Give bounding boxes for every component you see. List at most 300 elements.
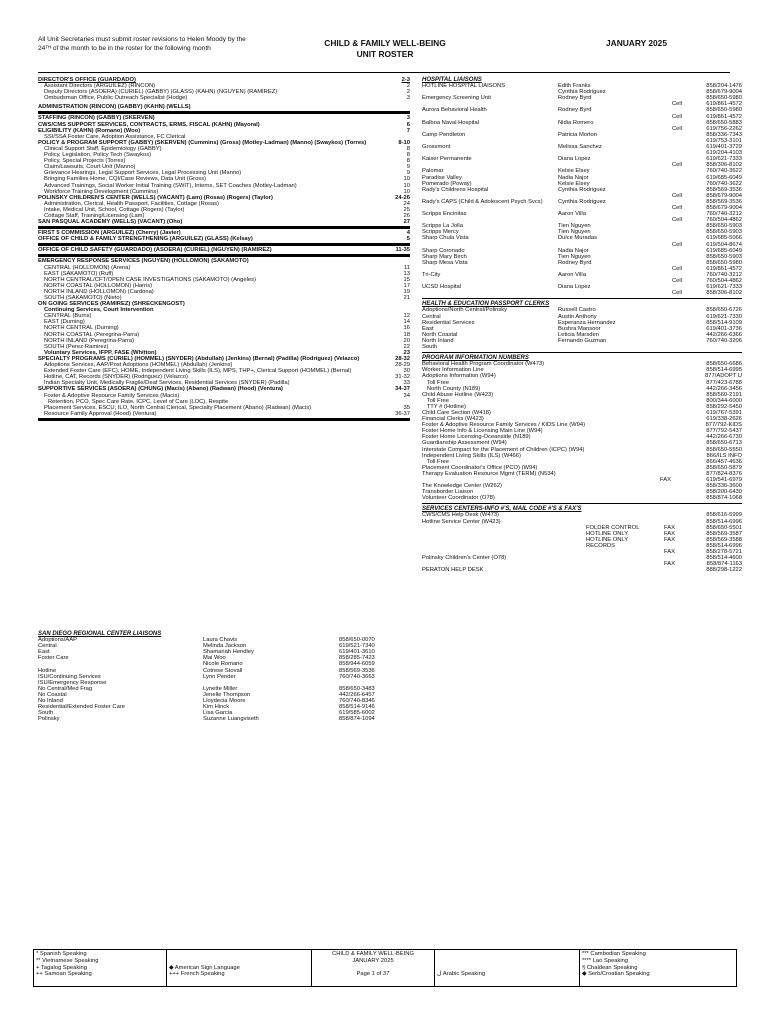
program-name: Therapy Evaluation Resource Mgmt (TERM) (N534): [422, 470, 556, 477]
service-phone: 858/616-5999: [706, 512, 742, 519]
regional-name: Mai Woo: [203, 655, 226, 662]
contact-location: Balboa Naval Hospital: [422, 119, 480, 126]
program-name: TTY # (Hotline): [422, 403, 466, 410]
program-info-title: PROGRAM INFORMATION NUMBERS: [422, 355, 529, 362]
hospital-title: HOSPITAL LIAISONS: [422, 77, 482, 83]
contact-phone: 858/650-5903: [706, 253, 742, 260]
regional-area: ISU/Continuing Services: [38, 673, 101, 680]
service-type: FAX: [664, 524, 675, 531]
legend-item: + Tagalog Speaking: [36, 964, 87, 971]
regional-name: Kim Hinck: [203, 704, 230, 711]
page-ref: 10: [403, 188, 410, 195]
unit-name: NORTH COASTAL (HOLLOMON) (Harris): [44, 282, 153, 289]
contact-row: [422, 344, 742, 350]
contact-phone: 619/861-4572: [706, 113, 742, 120]
service-sub: RECORDS: [586, 542, 615, 549]
unit-name: STAFFING (RINCON) (GABBY) (SKERVEN): [38, 115, 155, 122]
contact-phone: 619/621-7330: [706, 313, 742, 320]
page-ref: 34-37: [395, 386, 410, 393]
contact-name: Tien Nguyen: [558, 253, 591, 260]
program-phone: 877/792-KIDS: [705, 422, 742, 429]
legend-item: +++ French Speaking: [169, 971, 225, 978]
unit-name: SOUTH (SAKAMOTO) (Nieto): [44, 295, 122, 301]
unit-name: CWS/CMS SUPPORT SERVICES, CONTRACTS, ERMS, FISCAL (KAHN) (Mayoral): [38, 121, 260, 128]
regional-phone: 442/266-6457: [339, 691, 375, 698]
contact-phone: 858/650-5903: [706, 223, 742, 230]
program-name: North County (N189): [422, 385, 481, 392]
contact-phone: 858/306-8102: [706, 162, 742, 169]
program-name: Guardianship Assessment (W94): [422, 440, 507, 447]
footer-title: CHILD & FAMILY WELL-BEING: [332, 951, 414, 957]
unit-name: SAN PASQUAL ACADEMY (WELLS) (VACANT) (Oho): [38, 219, 183, 226]
regional-name: Lynn Pender: [203, 673, 236, 680]
program-phone: 619/338-2626: [706, 416, 742, 423]
regional-phone: 858/569-3536: [339, 667, 375, 674]
service-phone: 888/298-1222: [706, 567, 742, 574]
contact-name: Rodney Byrd: [558, 259, 592, 266]
unit-name: SOUTH (Perez-Ramirez): [44, 343, 109, 350]
unit-name: SUPPORTIVE SERVICES (ASOERA) (CHUNG) (Macis) (Abano) (Radwan) (Hood) (Ventura): [38, 386, 283, 393]
page-ref: 8-10: [398, 139, 410, 146]
contact-phone: 858/306-8102: [706, 290, 742, 297]
program-name: Behavioral Health Program Coordinator (W473): [422, 361, 545, 368]
contact-phone: 619/685-5066: [706, 235, 742, 242]
contact-location: HOTLINE HOSPITAL LIAISONS: [422, 83, 506, 90]
unit-name: Policy, Legislation, Policy Tech (Swaykos): [44, 152, 152, 159]
regional-name: Melinda Jackson: [203, 643, 247, 650]
program-phone: 858/336-3600: [706, 483, 742, 490]
page-ref: 9: [406, 170, 410, 177]
page-ref: 7: [406, 127, 410, 134]
unit-name: Assistant Directors (ARGUILEZ) (RINCON): [44, 83, 156, 90]
contact-location: Palomar: [422, 168, 444, 175]
contact-name: Nadia Najor: [558, 174, 589, 181]
contact-phone: 760/740-3212: [706, 272, 742, 278]
service-centers-title: SERVICES CENTERS-INFO #'S, MAIL CODE #'S & FAX'S: [422, 506, 582, 513]
service-type: FAX: [664, 536, 675, 543]
unit-name: ELIGIBILITY (KAHN) (Romano) (Woo): [38, 127, 141, 134]
contact-name: Edith Franks: [558, 83, 591, 90]
section-rule: [38, 243, 410, 246]
contact-phone: 619/861-4572: [706, 265, 742, 272]
contact-name: [558, 290, 662, 296]
regional-area: Polinsky: [38, 716, 60, 723]
contact-location: Sharp Coronado: [422, 247, 465, 254]
regional-area: Adoptions/AAP: [38, 637, 77, 644]
unit-name: NORTH CENTRAL (Durning): [44, 325, 119, 332]
page-ref: 23: [403, 349, 410, 356]
program-phone: 858/292-5450: [706, 403, 742, 410]
contact-location: Residential Services: [422, 319, 475, 326]
contact-location: Sharp Mary Birch: [422, 253, 467, 260]
program-phone: 619/767-5391: [706, 409, 742, 416]
contact-name: Aaron Villa: [558, 211, 586, 218]
health-ed-title: HEALTH & EDUCATION PASSPORT CLERKS: [422, 301, 550, 308]
contact-phone: 858/650-6726: [706, 307, 742, 314]
regional-name: Shamariah Hendley: [203, 649, 254, 656]
contact-phone: 858/650-5883: [706, 119, 742, 126]
program-name: Transborder Liaison: [422, 489, 474, 496]
program-type: [660, 495, 682, 501]
page-ref: 19: [403, 288, 410, 295]
page-ref: 31-32: [395, 374, 410, 381]
unit-name: ADMINISTRATION (RINCON) (GABBY) (KAHN) (WELLS): [38, 104, 191, 111]
section-rule: [38, 254, 410, 257]
page-ref: 30: [403, 368, 410, 375]
hospital-liaisons: [422, 77, 742, 296]
unit-name: Cottage Staff, Training/Licensing (Lam): [44, 212, 145, 219]
regional-phone: 858/285-7423: [339, 655, 375, 662]
service-phone: 858/514-6996: [706, 518, 742, 525]
contact-name: Russell Castro: [558, 307, 596, 314]
program-phone: 858/650-5550: [706, 446, 742, 453]
contact-phone: 858/569-3536: [706, 198, 742, 205]
page-ref: 17: [403, 282, 410, 289]
regional-phone: 760/740-8346: [339, 698, 375, 705]
contact-phone: 619/401-3736: [706, 325, 742, 332]
contact-phone: 619/621-7333: [706, 284, 742, 291]
legend-item: ◆ Serb/Croatian Speaking: [582, 971, 650, 978]
unit-name: ON GOING SERVICES (RAMIREZ) (SHRECKENGOST): [38, 301, 185, 308]
contact-location: [422, 290, 558, 296]
contact-phone: 858/679-9004: [706, 192, 742, 199]
contact-phone: 619/621-7333: [706, 156, 742, 163]
program-name: Worker Information Line: [422, 367, 484, 374]
page-ref: 24: [403, 200, 410, 207]
page-ref: 28-32: [395, 355, 410, 362]
unit-name: Advanced Trainings, Social Worker Initial Training (SWIT), Interns, SET Coaches (Motley-Ladman): [44, 182, 297, 189]
regional-area: Central: [38, 643, 57, 650]
contact-phone: 760/740-3212: [706, 211, 742, 218]
page-ref: 14: [403, 319, 410, 326]
unit-name: Claim/Lawsuits, Court Unit (Manno): [44, 164, 136, 171]
program-name: Foster Home Licensing-Oceanside (N189): [422, 434, 531, 441]
contact-name: Diana Lopez: [558, 284, 591, 291]
contact-phone: 858/336-7343: [706, 131, 742, 138]
unit-name: EAST (SAKAMOTO) (Ruff): [44, 270, 114, 277]
contact-type: [662, 344, 682, 350]
page-ref: 13: [403, 270, 410, 277]
regional-rows: [38, 637, 410, 722]
contact-name: Esperanza Hernandez: [558, 319, 616, 326]
program-name: Foster & Adoptive Resource Family Services / KIDS Line (W94): [422, 422, 586, 429]
page-ref: 34: [403, 392, 410, 399]
program-name: Financial Clerks (W423): [422, 416, 484, 423]
unit-name: NORTH COASTAL (Peregrina-Parra): [44, 331, 140, 338]
contact-location: Sharp Chula Vista: [422, 235, 469, 242]
legend-item: ** Vietnamese Speaking: [36, 957, 99, 964]
roster-date: JANUARY 2025: [606, 38, 667, 48]
page-ref: [386, 104, 410, 110]
unit-name: POLICY & PROGRAM SUPPORT (GABBY) (SKERVEN) (Cummins) (Gross) (Motley-Ladman) (Manno) (Swaykos) (Torres): [38, 139, 367, 146]
service-centers: [422, 503, 742, 573]
contact-name: Aaron Villa: [558, 272, 586, 278]
contact-location: Rady's CAPS (Child & Adolescent Psych Svcs): [422, 198, 543, 205]
program-phone: 877/824-8376: [706, 470, 742, 477]
program-phone: 858/650-6686: [706, 361, 742, 368]
unit-name: EMERGENCY RESPONSE SERVICES (NGUYEN) (HOLLOMON) (SAKAMOTO): [38, 258, 249, 265]
page-ref: 33: [403, 380, 410, 387]
service-phone: 858/569-3587: [706, 530, 742, 537]
unit-name: Grievance Hearings, Legal Support Services, Legal Processing Unit (Manno): [44, 170, 242, 177]
page-ref: 11-35: [395, 247, 410, 254]
service-type: FAX: [664, 549, 675, 556]
program-phone: 858/200-6430: [706, 489, 742, 496]
page-ref: 6: [406, 121, 410, 128]
contact-location: Kaiser Permanente: [422, 156, 472, 163]
legend-item: *** Cambodian Speaking: [582, 951, 646, 957]
program-phone: 866/ILS INFO: [706, 452, 742, 459]
title-line-2: UNIT ROSTER: [356, 49, 414, 59]
contact-phone: 619/204-4103: [706, 150, 742, 157]
contact-type: Cell: [672, 125, 682, 132]
regional-area: Hotline: [38, 667, 57, 674]
page-ref: 4: [406, 230, 410, 237]
regional-name: Lynette Miller: [203, 685, 238, 692]
page-ref: 3: [406, 115, 410, 122]
contact-phone: 858/679-9004: [706, 89, 742, 96]
contact-phone: 619/861-4572: [706, 101, 742, 108]
service-phone: 858/569-3588: [706, 536, 742, 543]
program-phone: 858/650-5879: [706, 464, 742, 471]
page-ref: 11: [403, 264, 410, 271]
unit-name: NORTH INLAND (Peregrina-Parra): [44, 337, 135, 344]
service-sub: [586, 567, 664, 573]
contact-location: Tri-City: [422, 272, 441, 278]
contact-phone: 858/514-9109: [706, 319, 742, 326]
contact-type: Cell: [672, 101, 682, 108]
contact-phone: 858/650-5980: [706, 107, 742, 114]
unit-name: Hotline, CAT, Records (SNYDER) (Rodriguez) (Velazco): [44, 374, 188, 381]
program-phone: 877/423-6788: [706, 379, 742, 386]
contact-type: Cell: [672, 290, 682, 297]
unit-name: Indian Specialty Unit, Medically Fragile/Deaf Services, Residential Services (SNYDER) (Padilla): [44, 380, 290, 387]
health-ed-rows: [422, 307, 742, 350]
regional-phone: 760/740-3663: [339, 673, 375, 680]
program-name: Volunteer Coordinator (O78): [422, 495, 495, 502]
program-phone: 858/514-6995: [706, 367, 742, 374]
unit-name: CENTRAL (HOLLOMON) (Arena): [44, 264, 131, 271]
regional-name: Laura Chavis: [203, 637, 238, 644]
legend-item: § Chaldean Speaking: [582, 964, 638, 971]
regional-phone: 858/874-1094: [339, 716, 375, 723]
contact-name: Patricia Morton: [558, 131, 597, 138]
contact-name: [558, 344, 662, 350]
unit-name: Ombudsman Office, Public Outreach Specialist (Hodge): [44, 95, 188, 102]
program-phone: 619/541-6979: [706, 477, 742, 483]
program-name: Interstate Compact for the Placement of Children (ICPC) (W94): [422, 446, 585, 453]
page-ref: 15: [403, 276, 410, 283]
program-phone: 858/650-6713: [706, 440, 742, 447]
contact-phone: 619/756-2262: [706, 125, 742, 132]
program-name: Placement Coordinator's Office (PCO) (W94): [422, 464, 538, 471]
contact-name: Tien Nguyen: [558, 229, 591, 236]
contact-type: Cell: [672, 241, 682, 248]
unit-name: Continuing Services, Court Intervention: [44, 307, 154, 314]
contact-phone: 760/740-3622: [706, 180, 742, 187]
service-name: Hotline Service Center (W423): [422, 518, 501, 525]
page-ref: 20: [403, 337, 410, 344]
contact-phone: 442/266-6366: [706, 331, 742, 338]
contact-name: Kelsie Elsey: [558, 168, 590, 175]
service-phone: 858/650-5501: [706, 524, 742, 531]
legend-item: [437, 958, 577, 965]
language-legend-footer: [33, 949, 737, 987]
legend-col-2: [167, 950, 312, 986]
contact-location: North Inland: [422, 337, 454, 344]
regional-name: Nicole Romano: [203, 661, 243, 668]
page-ref: 10: [403, 182, 410, 189]
unit-name: Bringing Families Home, CQI/Case Reviews, Data Unit (Gross): [44, 176, 207, 183]
contact-name: Tien Nguyen: [558, 223, 591, 230]
contact-location: Emergency Screening Unit: [422, 95, 491, 102]
regional-area: No Inland: [38, 698, 63, 705]
regional-area: No Coastal: [38, 691, 67, 698]
regional-name: Cotrese Stovall: [203, 667, 243, 674]
contact-name: Cynthia Rodriguez: [558, 198, 606, 205]
regional-phone: 858/650-3483: [339, 685, 375, 692]
contact-type: Cell: [672, 278, 682, 285]
unit-name: NORTH CENTRAL/CFT/OPEN CASE INVESTIGATIONS (SAKAMOTO) (Angeles): [44, 276, 256, 283]
service-name: CWS/CMS Help Desk (W473): [422, 512, 499, 519]
title-line-1: CHILD & FAMILY WELL-BEING: [324, 38, 446, 48]
program-phone: 877/792-5437: [706, 428, 742, 435]
contact-name: Kelsie Elsey: [558, 180, 590, 187]
contact-location: Paradise Valley: [422, 174, 462, 181]
contact-name: Rodney Byrd: [558, 95, 592, 102]
section-rule: [38, 418, 410, 421]
page-ref: 35: [403, 404, 410, 411]
regional-phone: 858/944-6059: [339, 661, 375, 668]
page-ref: 8: [406, 158, 410, 165]
page-number: Page 1 of 37: [356, 971, 390, 978]
service-sub: FOLDER CONTROL: [586, 524, 640, 531]
header-divider: [38, 72, 730, 73]
contact-phone: 619/685-6049: [706, 174, 742, 181]
page-ref: 5: [406, 236, 410, 243]
program-information: [422, 352, 742, 501]
service-phone: 858/514-4600: [706, 555, 742, 562]
footer-center: [312, 950, 435, 986]
service-phone: 858/514-6996: [706, 542, 742, 549]
program-info-rows: [422, 361, 742, 501]
page-ref: 3: [406, 95, 410, 102]
regional-name: Lloydecia Moore: [203, 698, 246, 705]
unit-row: [38, 95, 410, 101]
regional-area: No Central/Med Frag: [38, 685, 93, 692]
contact-location: East: [422, 325, 434, 332]
unit-name: Intake, Medical Unit, School, Cottage (Rogers) (Taylor): [44, 206, 185, 213]
program-name: Adoptions Information (W94): [422, 373, 496, 380]
program-phone: 866/457-4636: [706, 458, 742, 465]
legend-item: [169, 958, 309, 965]
page-ref: 28-29: [395, 362, 410, 369]
contact-phone: 760/740-3206: [706, 337, 742, 344]
regional-name: Suzanne Luangviseth: [203, 716, 259, 723]
contact-phone: 619/685-6049: [706, 247, 742, 254]
contact-phone: 619/504-8674: [706, 241, 742, 248]
page-ref: 24-26: [395, 194, 410, 201]
regional-name: Jenelle Thompson: [203, 691, 251, 698]
contact-row: [422, 290, 742, 296]
unit-name: Administration, Clerical, Health Passport, Facilities, Cottage (Rosas): [44, 200, 219, 207]
program-name: Toll Free: [422, 379, 449, 386]
service-phone: 858/278-5721: [706, 549, 742, 556]
page-ref: 27: [403, 219, 410, 226]
contact-phone: 858/204-1476: [706, 83, 742, 90]
program-name: The Knowledge Center (W262): [422, 483, 502, 490]
contact-type: Cell: [672, 204, 682, 211]
unit-row: [38, 411, 410, 417]
service-sub: HOTLINE ONLY: [586, 530, 629, 537]
unit-name: Retention, PCO, Spec Care Rate, ICPC, Level of Care (LOC), Respite: [48, 398, 229, 405]
unit-name: Placement Services, ESCU, ILO, North Central Clerical, Specialty Placement (Abano) (Radwan) (Macis): [44, 404, 312, 411]
contact-phone: 619/753-3101: [706, 137, 742, 144]
contact-location: Scripps La Jolla: [422, 223, 463, 230]
unit-name: DIRECTOR'S OFFICE (GUARDADO): [38, 77, 136, 83]
page-ref: 9: [406, 164, 410, 171]
contact-location: Aurora Behavioral Health: [422, 107, 487, 114]
regional-area: East: [38, 649, 50, 656]
contact-phone: 760/504-4862: [706, 278, 742, 285]
unit-name: Deputy Directors (ASOERA) (CURIEL) (GABBY) (GLASS) (KAHN) (NGUYEN) (RAMIREZ): [44, 89, 278, 96]
page-ref: 2-3: [401, 77, 410, 83]
page-ref: 8: [406, 152, 410, 159]
regional-area: South: [38, 710, 54, 717]
program-phone: 858/560-2191: [706, 391, 742, 398]
contact-location: Central: [422, 313, 441, 320]
program-phone: 442/266-6730: [706, 434, 742, 441]
unit-name: Resource Family Approval (Hood) (Ventura): [44, 410, 157, 417]
contact-location: Pomerado (Poway): [422, 180, 472, 187]
regional-phone: 858/514-9146: [339, 704, 375, 711]
legend-item: [437, 951, 577, 958]
unit-row: [38, 236, 410, 242]
contact-location: UCSD Hospital: [422, 284, 461, 291]
contact-type: Cell: [672, 162, 682, 169]
page-ref: 8: [406, 145, 410, 152]
contacts-column: [422, 77, 742, 573]
regional-name: Lisa Garcia: [203, 710, 233, 717]
service-name: Polinsky Children's Center (O78): [422, 555, 507, 562]
page-ref: 25: [403, 206, 410, 213]
program-name: Child Care Section (W418): [422, 409, 491, 416]
regional-row: [38, 716, 410, 722]
unit-name: POLINSKY CHILDREN'S CENTER (WELLS) (VACANT) (Lam) (Rosas) (Rogers) (Taylor): [38, 194, 273, 201]
contact-name: Nadia Najor: [558, 247, 589, 254]
page-ref: 22: [403, 343, 410, 350]
unit-name: FIRST 5 COMMISSION (ARGUILEZ) (Cherry) (Javier): [38, 230, 181, 237]
legend-item: ++ Samoan Speaking: [36, 971, 92, 978]
contact-phone: 619/401-3729: [706, 144, 742, 151]
legend-item: ل Arabic Speaking: [437, 971, 486, 978]
page-ref: 21: [403, 295, 410, 301]
contact-name: Nidia Romero: [558, 119, 594, 126]
regional-phone: 619/401-3610: [339, 649, 375, 656]
program-name: Independent Living Skills (ILS) (W466): [422, 452, 521, 459]
unit-name: CENTRAL (Burns): [44, 313, 92, 320]
page-ref: 2: [406, 89, 410, 96]
program-phone: 442/266-3456: [706, 385, 742, 392]
contact-location: North Coastal: [422, 331, 458, 338]
contact-name: Dulce Muradas: [558, 235, 597, 242]
service-name: PERATON HELP DESK: [422, 567, 484, 574]
regional-title: SAN DIEGO REGIONAL CENTER LIAISONS: [38, 631, 162, 637]
footer-date: JANUARY 2025: [352, 957, 394, 964]
contact-phone: 858/679-9004: [706, 204, 742, 211]
page-title: [300, 38, 470, 60]
contact-phone: 858/569-3536: [706, 186, 742, 193]
